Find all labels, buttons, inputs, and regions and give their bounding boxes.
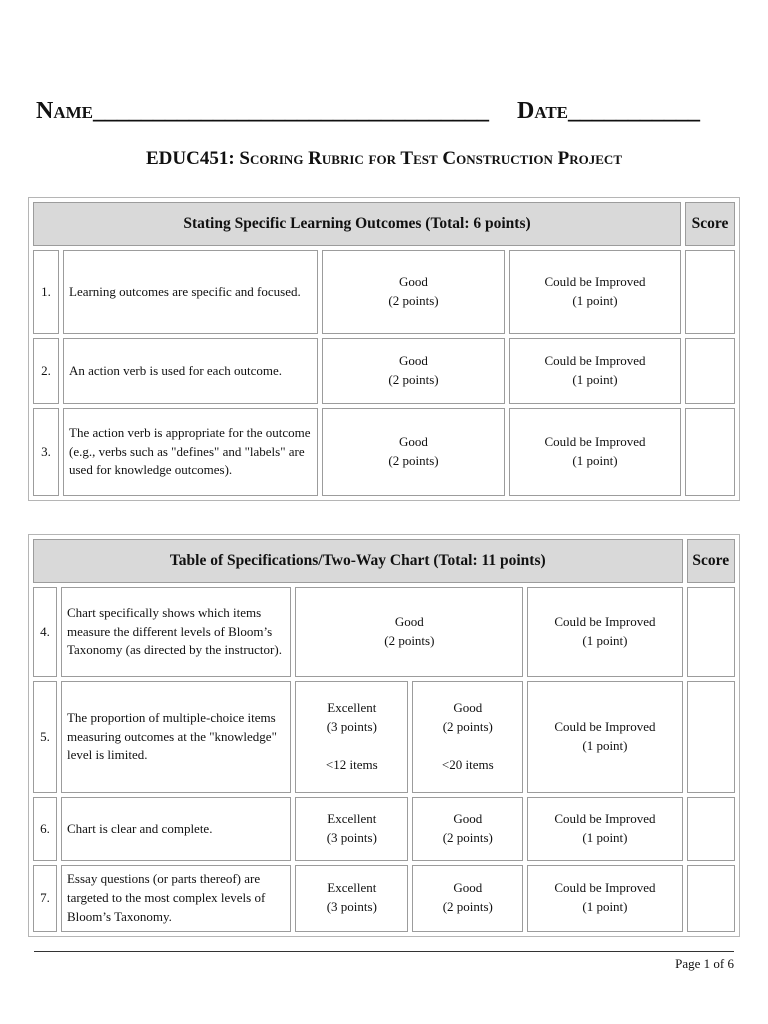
rubric-table-specifications [28,534,740,937]
table-row [33,408,735,496]
rating-points: (2 points) [388,453,439,468]
rating-label: Good [453,811,483,827]
criterion-text: An action verb is used for each outcome. [63,338,318,404]
rating-could-improve [527,865,682,932]
rating-label: Could be Improved [554,880,656,896]
criterion-text: The action verb is appropriate for the outcome (e.g., verbs such as "defines" and "labels" are used for knowledge outcomes). [63,408,318,496]
rating-points: (1 point) [582,830,628,845]
rating-good [322,250,505,334]
date-field [517,98,700,125]
score-cell[interactable] [685,338,735,404]
rating-excellent [295,865,408,932]
rating-label: Could be Improved [544,274,646,290]
score-cell[interactable] [687,681,735,793]
table-row [33,865,735,932]
page-number: Page 1 of 6 [675,956,734,971]
rating-excellent [295,797,408,861]
rating-label: Good [399,353,428,369]
section-header-row [33,202,735,246]
row-number: 5. [33,681,57,793]
rating-label: Good [453,699,483,715]
rating-points: (2 points) [384,633,435,648]
rating-label: Could be Improved [554,811,656,827]
rating-points: (2 points) [442,718,493,734]
table-row [33,338,735,404]
criterion-text: The proportion of multiple-choice items measuring outcomes at the "knowledge" level is limited. [61,681,291,793]
row-number: 4. [33,587,57,677]
row-number: 3. [33,408,59,496]
row-number: 7. [33,865,57,932]
criterion-text: Learning outcomes are specific and focused. [63,250,318,334]
rating-good [412,797,523,861]
date-blank-line: ___________ [568,98,701,124]
rating-points: (1 point) [572,372,618,387]
criterion-text: Essay questions (or parts thereof) are targeted to the most complex levels of Bloom’s Taxonomy. [61,865,291,932]
rating-good [322,338,505,404]
rating-points: (2 points) [388,293,439,308]
rating-could-improve [527,797,682,861]
rating-could-improve [527,681,682,793]
rating-could-improve [527,587,682,677]
date-label: Date [517,98,569,124]
score-cell[interactable] [687,797,735,861]
rating-label: Could be Improved [554,614,656,630]
rating-excellent [295,681,408,793]
rating-points: (2 points) [388,372,439,387]
rating-could-improve [509,250,681,334]
rating-points: (3 points) [326,718,377,734]
score-cell[interactable] [687,587,735,677]
table-row [33,797,735,861]
score-heading: Score [685,202,735,246]
section-heading: Table of Specifications/Two-Way Chart (Total: 11 points) [33,539,683,583]
rating-note: <12 items [325,757,378,773]
rating-label: Excellent [327,880,377,896]
footer-divider [34,951,734,952]
table-row [33,681,735,793]
rating-label: Could be Improved [544,434,646,450]
score-heading: Score [687,539,735,583]
score-cell[interactable] [685,250,735,334]
rating-points: (1 point) [582,738,628,753]
rating-label: Could be Improved [544,353,646,369]
rating-points: (1 point) [572,453,618,468]
rating-points: (2 points) [442,830,493,845]
row-number: 6. [33,797,57,861]
rating-points: (1 point) [582,899,628,915]
name-field [36,98,489,125]
score-cell[interactable] [687,865,735,932]
criterion-text: Chart specifically shows which items measure the different levels of Bloom’s Taxonomy (as directed by the instructor). [61,587,291,677]
rating-points: (3 points) [326,830,377,845]
name-label: Name [36,98,93,124]
header-row [36,98,736,132]
rating-label: Excellent [327,699,377,715]
rating-good [412,865,523,932]
rating-points: (2 points) [442,899,493,915]
rating-points: (1 point) [572,293,618,308]
rubric-table-learning-outcomes [28,197,740,501]
rating-note: <20 items [441,757,494,773]
rating-good [295,587,523,677]
table-row [33,250,735,334]
document-title: EDUC451: Scoring Rubric for Test Construction Project [146,148,622,169]
rating-label: Good [453,880,483,896]
criterion-text: Chart is clear and complete. [61,797,291,861]
score-cell[interactable] [685,408,735,496]
section-header-row [33,539,735,583]
table-row [33,587,735,677]
rating-good [412,681,523,793]
rating-points: (1 point) [582,633,628,648]
rating-good [322,408,505,496]
rating-label: Good [394,614,424,630]
rating-label: Excellent [327,811,377,827]
row-number: 2. [33,338,59,404]
rating-could-improve [509,408,681,496]
rating-label: Good [399,274,428,290]
name-blank-line: _________________________________ [93,98,489,124]
rating-could-improve [509,338,681,404]
rating-label: Could be Improved [554,719,656,735]
rating-label: Good [399,434,428,450]
section-heading: Stating Specific Learning Outcomes (Total: 6 points) [33,202,681,246]
rating-points: (3 points) [326,899,377,915]
row-number: 1. [33,250,59,334]
